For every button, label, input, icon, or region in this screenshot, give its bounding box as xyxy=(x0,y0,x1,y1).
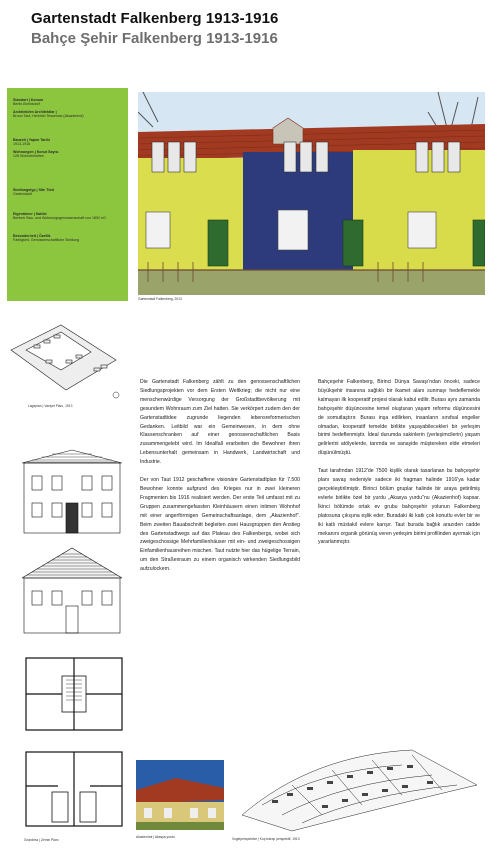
main-photo-caption: Gartenstadt Falkenberg, 2013 xyxy=(138,297,182,301)
info-line-date: Bauzeit | Yapım Tarihi 1913-1916 xyxy=(13,138,50,147)
german-paragraph-2: Der von Taut 1912 geschaffene visionäre Gartenstadtplan für 7.500 Bewohner konnte aufgrund des Krieges nur in zwei kleineren Fragmenten bis 1916 realisiert werden. Der erste Teil umfasst mit zu Gruppen zusammengefassten Kleinhäusern einen intimen Wohnhof mit einer angerförmigen Gemeinschaftsanlage, dem „Akazienhof". Beim zweiten Bauabschnitt begleiten zwei Hausgruppen den Anstieg des Gartenstadtwegs auf das Plateau des Falkenbergs, wobei sich zweigeschossige Mehrfamilienhäuser mit ein- und zweigeschossigen Einfamilienhausreihen mischen. Taut nutzte hier das hügelige Terrain, um den Straßenraum zu einem organisch wirkenden Siedlungsbild aufzulockern. xyxy=(140,477,300,573)
info-line-owner: Eigentümer | Sahibi Berliner Bau- und Wohnungsgenossenschaft von 1892 eG xyxy=(13,212,106,221)
german-text xyxy=(140,378,300,574)
turkish-text xyxy=(318,378,480,547)
turkish-paragraph-2: Taut tarafından 1912'de 7500 kişilik olarak tasarlanan bu bahçeşehir planı savaş nedeniyle sadece iki fragman halinde 1916'ya kadar gerçekleştirilmiştir. Birinci bölüm gruplar halinde bir araya getirilmiş evlerle birlikte özel bir yurdu „Akasya yurdu"nu (Akazienhof) kapsar. İkinci bölümde ortak ev grubu bahçeşehir yolunun Falkenberg platosuna çıkışına eşlik eder. Buradaki iki katlı çok konutlu evler bir ve iki katlı müstakil evlere karışır. Taut burada bağlık arazıden cadde mekanını organik görünüş veren yerleşim birimi profilinden ayırmak için yararlanmıştır. xyxy=(318,468,480,546)
elevation-drawing-1 xyxy=(22,448,122,536)
floor-plan-2 xyxy=(22,748,126,830)
bottom-photo xyxy=(136,760,224,830)
perspective-drawing xyxy=(232,745,482,833)
floor-plan-1 xyxy=(22,654,126,734)
elevation-drawing-2 xyxy=(22,546,122,636)
page-title: Gartenstadt Falkenberg 1913-1916 xyxy=(31,10,279,27)
main-photo xyxy=(138,92,485,295)
info-line-architect: Architekt/en Architektlar | Bruno Taut, Heinrich Tessenow (Akazienhof) xyxy=(13,110,84,119)
info-line-location: Standort | Konum Berlin-Bohnsdorf xyxy=(13,98,44,107)
info-line-special: Besonderheit | Özellik Farbigkeit, Genossenschaftliche Siedlung xyxy=(13,234,80,243)
perspective-caption: Vogelperspektive | Kuş bakışı perspektif, 1913 xyxy=(232,837,300,841)
info-line-units: Wohnungen | Konut Sayısı 128 Wohneinheiten xyxy=(13,150,59,159)
site-plan-caption: Lageplan | Vaziyet Planı, 1913 xyxy=(28,404,73,408)
german-paragraph-1: Die Gartenstadt Falkenberg zählt zu den genossenschaftlichen Siedlungsprojekten vor dem Ersten Weltkrieg; die nicht nur eine menschenwürdige Versorgung der Großstadtbevölkerung mit gesundem Wohnraum zum Ziel hatten. Sie verkörpert zudem den der Gartenstadtidee zugrunde liegenden lebensreformerischen Gedanken. Leitbild war ein Gemeinwesen, in dem ohne Klassenschranken auf einer genossenschaftlichen Basis zusammengelebt wird. Im Idealfall erarbeiten die Bewohner ihren Lebensunterhalt gemeinsam in Handwerk, Landwirtschaft und Industrie. xyxy=(140,379,300,466)
info-box xyxy=(7,88,128,301)
page-subtitle: Bahçe Şehir Falkenberg 1913-1916 xyxy=(31,30,278,47)
bottom-photo-caption: Akazienhof | Akasya yurdu xyxy=(136,835,175,839)
turkish-paragraph-1: Bahçeşehir Falkenberg, Birinci Dünya Savaşı'ndan önceki, sadece büyükşehir insanına sağlıklı bir ikamet alanı sunmayı hedeflemekle kalmayan ilk kooperatif projesi olarak kabul edilir. Burası aynı zamanda bahçeşehir düşüncesine temel oluşturan yaşam reformu düşüncesini de somutlaştırır. Burası inşa edilirken, insanların sınıfsal engeller olmadan, kooperatif temelde birlikte yaşayabilecekleri bir yerleşim birimi hedeflenmiştir. İdeal durumda sakinlerin (yerleşimcilerin) yaşam gelirlerini atölyelerde, tarımda ve sanayide müştereken elde etmeleri düşünülmüştü. xyxy=(318,379,480,457)
site-plan-drawing xyxy=(6,320,124,400)
info-line-type: Siedlungstyp | Site Türü Gartenstadt xyxy=(13,188,55,197)
plan-caption: Grundriss | Zemin Planı xyxy=(24,838,59,842)
